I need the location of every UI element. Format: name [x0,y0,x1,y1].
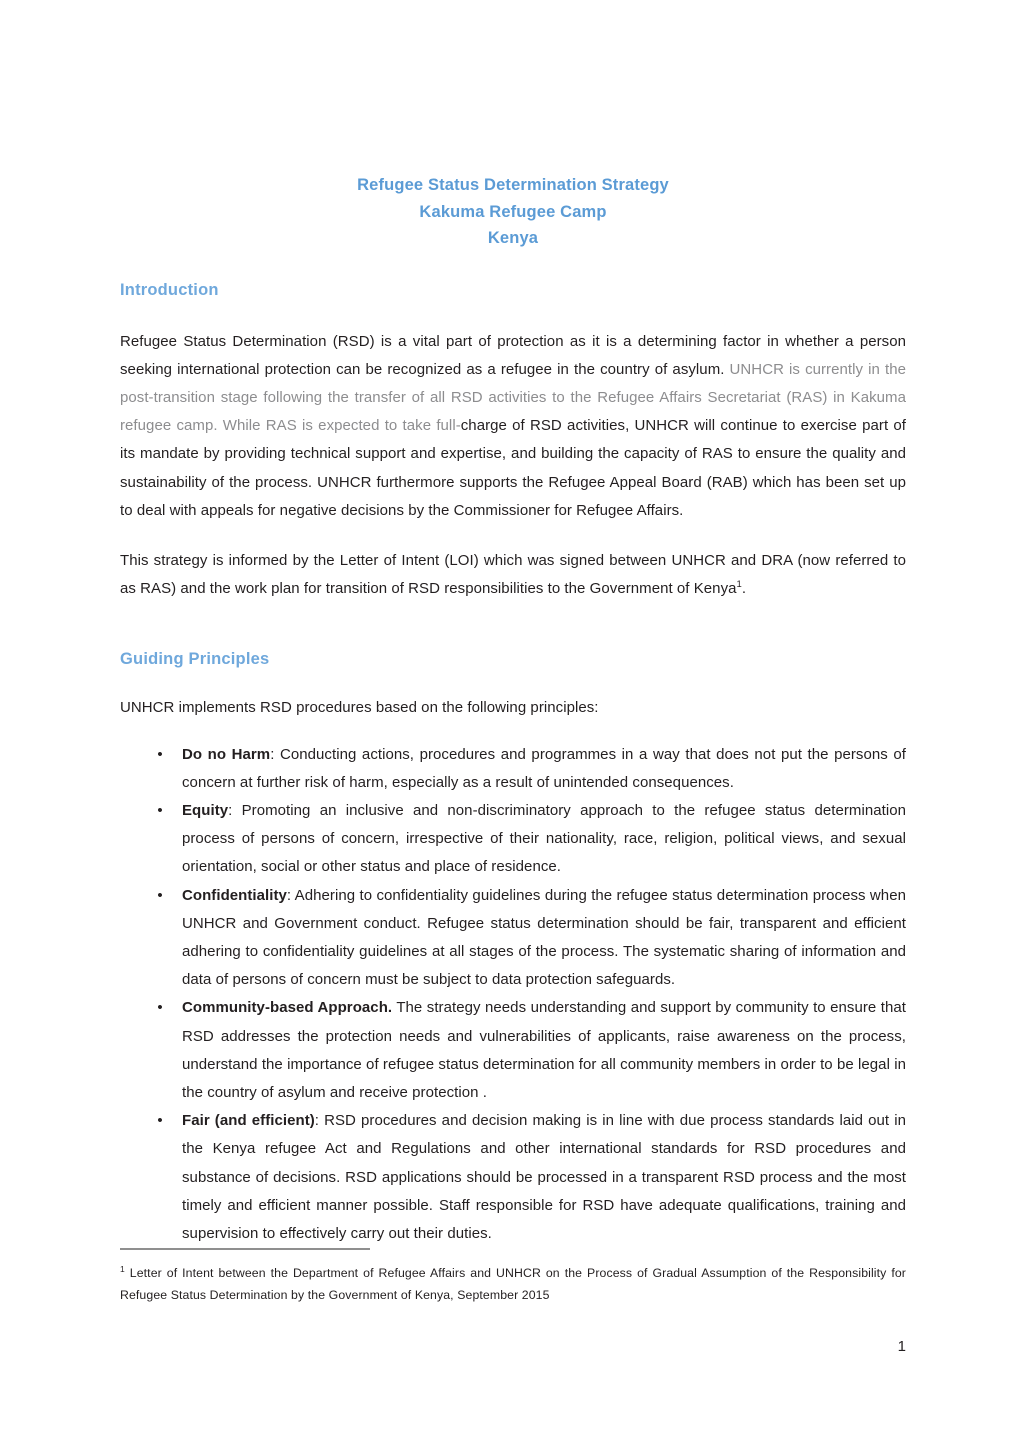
principle-separator: : [270,745,280,763]
principle-term: Community-based Approach. [182,999,393,1017]
principle-text: Promoting an inclusive and non-discriminatory approach to the refugee status determination process of persons of concern, irrespective of their nationality, race, religion, political views, and sexual orientation, social or other status and place of residence. [182,801,907,876]
principle-term: Fair (and efficient) [182,1112,315,1130]
principle-text: RSD procedures and decision making is in line with due process standards laid out in the Kenya refugee Act and Regulations and other international standards for RSD procedures and substance of decisions. RSD applications should be processed in a transparent RSD process and the most timely and efficient manner possible. Staff responsible for RSD have adequate qualifications, training and supervision to effectively carry out their duties. [182,1112,906,1242]
introduction-paragraph-1 [120,300,906,525]
document-title-line-1: Refugee Status Determination Strategy [357,176,669,194]
list-item [120,882,906,995]
document-content [120,0,906,1248]
footnote-number: 1 [120,1263,125,1274]
bullet-icon: • [157,801,163,819]
intro-para-2-tail: . [741,580,747,598]
principle-text: Conducting actions, procedures and programmes in a way that does not put the persons of concern at further risk of harm, especially as a result of unintended consequences. [182,745,906,791]
list-item [120,741,906,797]
footnote-area [120,1248,906,1306]
principle-separator: : [314,1112,325,1130]
introduction-paragraph-2 [120,525,906,603]
page-number: 1 [897,1338,906,1355]
bullet-icon: • [157,886,163,904]
principle-term: Equity [182,801,229,819]
intro-para-1-faded-clause: UNHCR is currently in the post-transition stage following the transfer of all RSD activities to the Refugee Affairs Secretariat (RAS) in Kakuma refugee camp. While RAS is expected to take full- [120,360,906,435]
principle-text: The strategy needs understanding and support by community to ensure that RSD addresses the protection needs and vulnerabilities of applicants, raise awareness on the process, understand the importance of refugee status determination for all community members in order to be legal in the country of asylum and receive protection . [182,999,906,1101]
guiding-principles-list [120,723,906,1249]
list-item [120,1107,906,1248]
section-heading-guiding-principles: Guiding Principles [120,650,270,669]
footnote-body-text: Letter of Intent between the Department of Refugee Affairs and UNHCR on the Process of Gradual Assumption of the Responsibility for Refugee Status Determination by the Government of Kenya, September 2015 [120,1266,906,1302]
bullet-icon: • [157,1112,163,1130]
principle-separator: : [286,886,295,904]
intro-para-1-part-a: Refugee Status Determination (RSD) is a vital part of protection as it is a determining factor in whether a person seeking international protection can be recognized as a refugee in the country of asylum. [120,332,906,378]
footnote-entry [120,1262,906,1306]
intro-para-2-text: This strategy is informed by the Letter of Intent (LOI) which was signed between UNHCR and DRA (now referred to as RAS) and the work plan for transition of RSD responsibilities to the Government of Kenya [120,551,906,598]
principle-term: Confidentiality [182,886,287,904]
principle-term: Do no Harm [182,745,271,763]
guiding-principles-lead-in: UNHCR implements RSD procedures based on the following principles: [120,699,599,717]
footnote-separator-rule [120,1248,370,1250]
document-title-line-2: Kakuma Refugee Camp [419,202,607,221]
footnote-reference-marker[interactable]: 1 [736,579,742,591]
list-item [120,994,906,1107]
bullet-icon: • [157,999,163,1017]
document-title-line-3: Kenya [487,229,539,247]
bullet-icon: • [157,745,163,763]
intro-para-1-part-b: charge of RSD activities, UNHCR will continue to exercise part of its mandate by providing technical support and expertise, and building the capacity of RAS to ensure the quality and sustainability of the process. UNHCR furthermore supports the Refugee Appeal Board (RAB) which has been set up to deal with appeals for negative decisions by the Commissioner for Refugee Affairs. [120,417,907,519]
principle-text: Adhering to confidentiality guidelines during the refugee status determination process when UNHCR and Government conduct. Refugee status determination should be fair, transparent and efficient adhering to confidentiality guidelines at all stages of the process. The systematic sharing of information and data of persons of concern must be subject to data protection safeguards. [182,886,906,989]
document-title [120,0,906,252]
section-heading-introduction: Introduction [120,280,219,299]
list-item [120,797,906,882]
principle-separator: : [228,801,242,819]
